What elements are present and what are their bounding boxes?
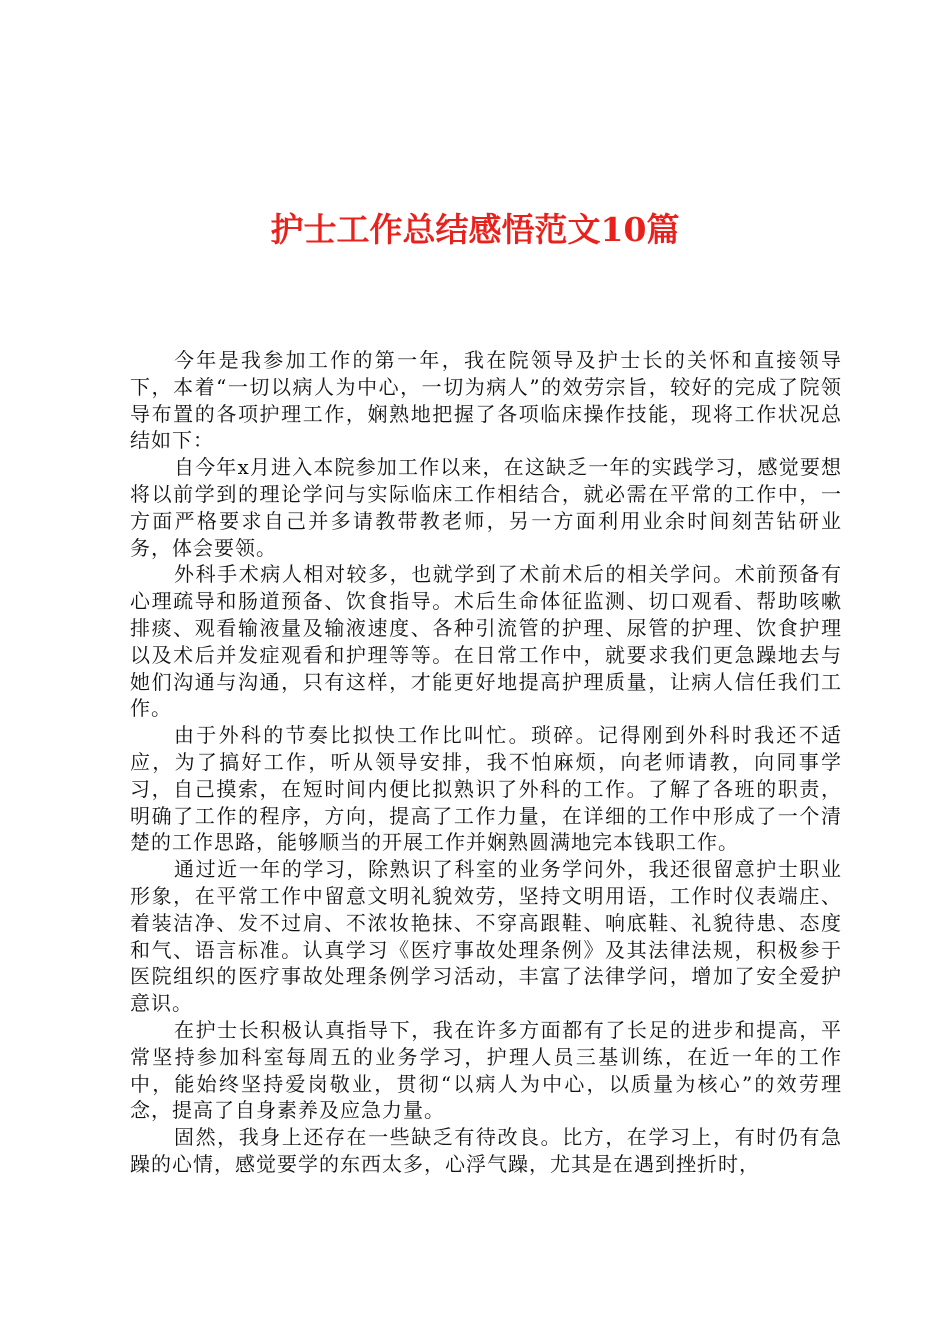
document-title: 护士工作总结感悟范文10篇 bbox=[270, 210, 680, 249]
document-body bbox=[130, 347, 842, 1178]
paragraph-7: 固然，我身上还存在一些缺乏有待改良。比方，在学习上，有时仍有急躁的心情，感觉要学的东西太多，心浮气躁，尤其是在遇到挫折时， bbox=[130, 1125, 842, 1176]
paragraph-4: 由于外科的节奏比拟快工作比叫忙。琐碎。记得刚到外科时我还不适应，为了搞好工作，听从领导安排，我不怕麻烦，向老师请教，向同事学习，自己摸索，在短时间内便比拟熟识了外科的工作。了解了各班的职责，明确了工作的程序，方向，提高了工作力量，在详细的工作中形成了一个清楚的工作思路，能够顺当的开展工作并娴熟圆满地完本钱职工作。 bbox=[130, 723, 842, 855]
paragraph-3: 外科手术病人相对较多，也就学到了术前术后的相关学问。术前预备有心理疏导和肠道预备、饮食指导。术后生命体征监测、切口观看、帮助咳嗽排痰、观看输液量及输液速度、各种引流管的护理、尿管的护理、饮食护理以及术后并发症观看和护理等等。在日常工作中，就要求我们更急躁地去与她们沟通与沟通，只有这样，才能更好地提高护理质量，让病人信任我们工作。 bbox=[130, 562, 842, 721]
paragraph-2: 自今年x月进入本院参加工作以来，在这缺乏一年的实践学习，感觉要想将以前学到的理论学问与实际临床工作相结合，就必需在平常的工作中，一方面严格要求自己并多请教带教老师，另一方面利用业余时间刻苦钻研业务，体会要领。 bbox=[130, 455, 842, 560]
paragraph-6: 在护士长积极认真指导下，我在许多方面都有了长足的进步和提高，平常坚持参加科室每周五的业务学习，护理人员三基训练，在近一年的工作中，能始终坚持爱岗敬业，贯彻“以病人为中心，以质量为核心”的效劳理念，提高了自身素养及应急力量。 bbox=[130, 1017, 842, 1123]
paragraph-1: 今年是我参加工作的第一年，我在院领导及护士长的关怀和直接领导下，本着“一切以病人为中心，一切为病人”的效劳宗旨，较好的完成了院领导布置的各项护理工作，娴熟地把握了各项临床操作技能，现将工作状况总结如下： bbox=[130, 348, 842, 453]
paragraph-5: 通过近一年的学习，除熟识了科室的业务学问外，我还很留意护士职业形象，在平常工作中留意文明礼貌效劳，坚持文明用语，工作时仪表端庄、着装洁净、发不过肩、不浓妆艳抹、不穿高跟鞋、响底鞋、礼貌待患、态度和气、语言标准。认真学习《医疗事故处理条例》及其法律法规，积极参于医院组织的医疗事故处理条例学习活动，丰富了法律学问，增加了安全爱护意识。 bbox=[130, 857, 842, 1016]
